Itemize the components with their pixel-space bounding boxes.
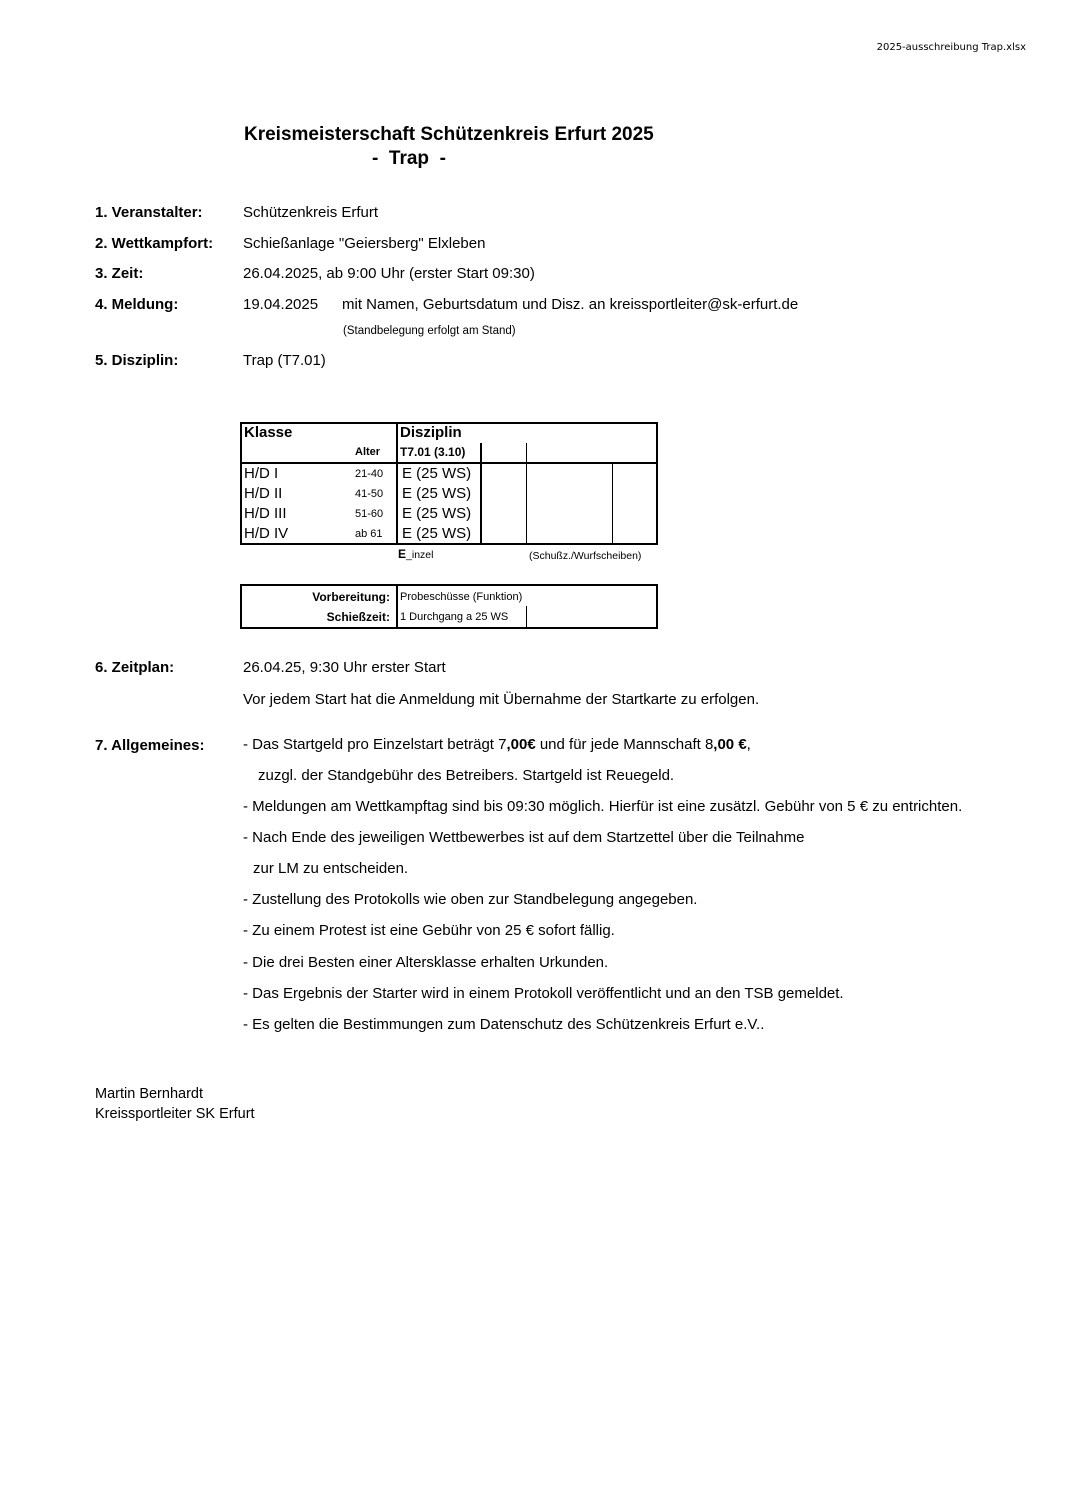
allgemeines-line: - Nach Ende des jeweiligen Wettbewerbes ist auf dem Startzettel über die Teilnahme: [243, 829, 805, 846]
table-divider: [242, 462, 656, 464]
table-divider: [526, 443, 527, 545]
row-klasse: H/D III: [244, 505, 287, 522]
footnote-ws: (Schußz./Wurfscheiben): [529, 550, 642, 562]
footnote-einzel: _inzel: [406, 549, 434, 561]
zeit-value: 26.04.2025, ab 9:00 Uhr (erster Start 09:30): [243, 265, 535, 282]
wettkampfort-value: Schießanlage "Geiersberg" Elxleben: [243, 235, 486, 252]
header-disziplin: Disziplin: [400, 424, 462, 441]
startgeld-text: und für jede Mannschaft 8: [535, 736, 714, 753]
table-divider: [480, 443, 482, 545]
document-title: Kreismeisterschaft Schützenkreis Erfurt 2025: [244, 124, 654, 145]
row-klasse: H/D IV: [244, 525, 289, 542]
ablauf-table: [240, 584, 658, 629]
allgemeines-line: - Zu einem Protest ist eine Gebühr von 25 € sofort fällig.: [243, 922, 615, 939]
zeit-label: 3. Zeit:: [95, 265, 144, 282]
table-divider: [396, 424, 398, 545]
wettkampfort-label: 2. Wettkampfort:: [95, 235, 214, 252]
row-alter: ab 61: [355, 528, 383, 540]
meldung-note: (Standbelegung erfolgt am Stand): [343, 325, 516, 337]
allgemeines-line: - Zustellung des Protokolls wie oben zur Standbelegung angegeben.: [243, 891, 698, 908]
table-footnote: [398, 547, 433, 561]
footnote-e: E: [398, 547, 407, 561]
allgemeines-line: - Meldungen am Wettkampftag sind bis 09:30 möglich. Hierfür ist eine zusätzl. Gebühr von 5 € zu entrichten.: [243, 798, 963, 815]
header-alter: Alter: [355, 446, 381, 458]
allgemeines-line: zuzgl. der Standgebühr des Betreibers. Startgeld ist Reuegeld.: [258, 767, 675, 784]
signature-name: Martin Bernhardt: [95, 1086, 203, 1102]
allgemeines-line: - Es gelten die Bestimmungen zum Datenschutz des Schützenkreis Erfurt e.V..: [243, 1016, 765, 1033]
startgeld-einzel: ,00€: [506, 736, 536, 753]
allgemeines-line: - Die drei Besten einer Altersklasse erhalten Urkunden.: [243, 954, 609, 971]
allgemeines-line: - Das Ergebnis der Starter wird in einem Protokoll veröffentlicht und an den TSB gemeldet.: [243, 985, 844, 1002]
veranstalter-value: Schützenkreis Erfurt: [243, 204, 379, 221]
startgeld-mannschaft: ,00 €: [713, 736, 747, 753]
meldung-date: 19.04.2025: [243, 296, 319, 313]
allgemeines-line: [243, 736, 751, 753]
meldung-label: 4. Meldung:: [95, 296, 179, 313]
table-divider: [396, 586, 398, 627]
row-wert: E (25 WS): [402, 525, 472, 542]
file-name: 2025-ausschreibung Trap.xlsx: [876, 42, 1026, 53]
allgemeines-line: zur LM zu entscheiden.: [253, 860, 409, 877]
document-subtitle: - Trap -: [372, 148, 446, 169]
zeitplan-line2: Vor jedem Start hat die Anmeldung mit Übernahme der Startkarte zu erfolgen.: [243, 691, 760, 708]
header-code: T7.01 (3.10): [400, 445, 466, 459]
header-klasse: Klasse: [244, 424, 293, 441]
row-wert: E (25 WS): [402, 485, 472, 502]
disziplin-label: 5. Disziplin:: [95, 352, 179, 369]
zeitplan-label: 6. Zeitplan:: [95, 659, 175, 676]
row-alter: 51-60: [355, 508, 384, 520]
vorbereitung-value: Probeschüsse (Funktion): [400, 591, 523, 603]
disziplin-value: Trap (T7.01): [243, 352, 326, 369]
row-alter: 41-50: [355, 488, 384, 500]
zeitplan-line1: 26.04.25, 9:30 Uhr erster Start: [243, 659, 446, 676]
table-divider: [526, 606, 527, 627]
table-divider: [612, 463, 613, 545]
signature-role: Kreissportleiter SK Erfurt: [95, 1106, 255, 1122]
row-wert: E (25 WS): [402, 465, 472, 482]
allgemeines-label: 7. Allgemeines:: [95, 737, 205, 754]
veranstalter-label: 1. Veranstalter:: [95, 204, 203, 221]
meldung-value: mit Namen, Geburtsdatum und Disz. an kreissportleiter@sk-erfurt.de: [342, 296, 799, 313]
schiesszeit-label: Schießzeit:: [326, 610, 390, 624]
row-klasse: H/D II: [244, 485, 283, 502]
row-wert: E (25 WS): [402, 505, 472, 522]
row-klasse: H/D I: [244, 465, 279, 482]
row-alter: 21-40: [355, 468, 384, 480]
startgeld-text: ,: [746, 736, 751, 753]
startgeld-text: - Das Startgeld pro Einzelstart beträgt 7: [243, 736, 507, 753]
vorbereitung-label: Vorbereitung:: [312, 590, 390, 604]
schiesszeit-value: 1 Durchgang a 25 WS: [400, 611, 509, 623]
klassen-table: [240, 422, 658, 545]
